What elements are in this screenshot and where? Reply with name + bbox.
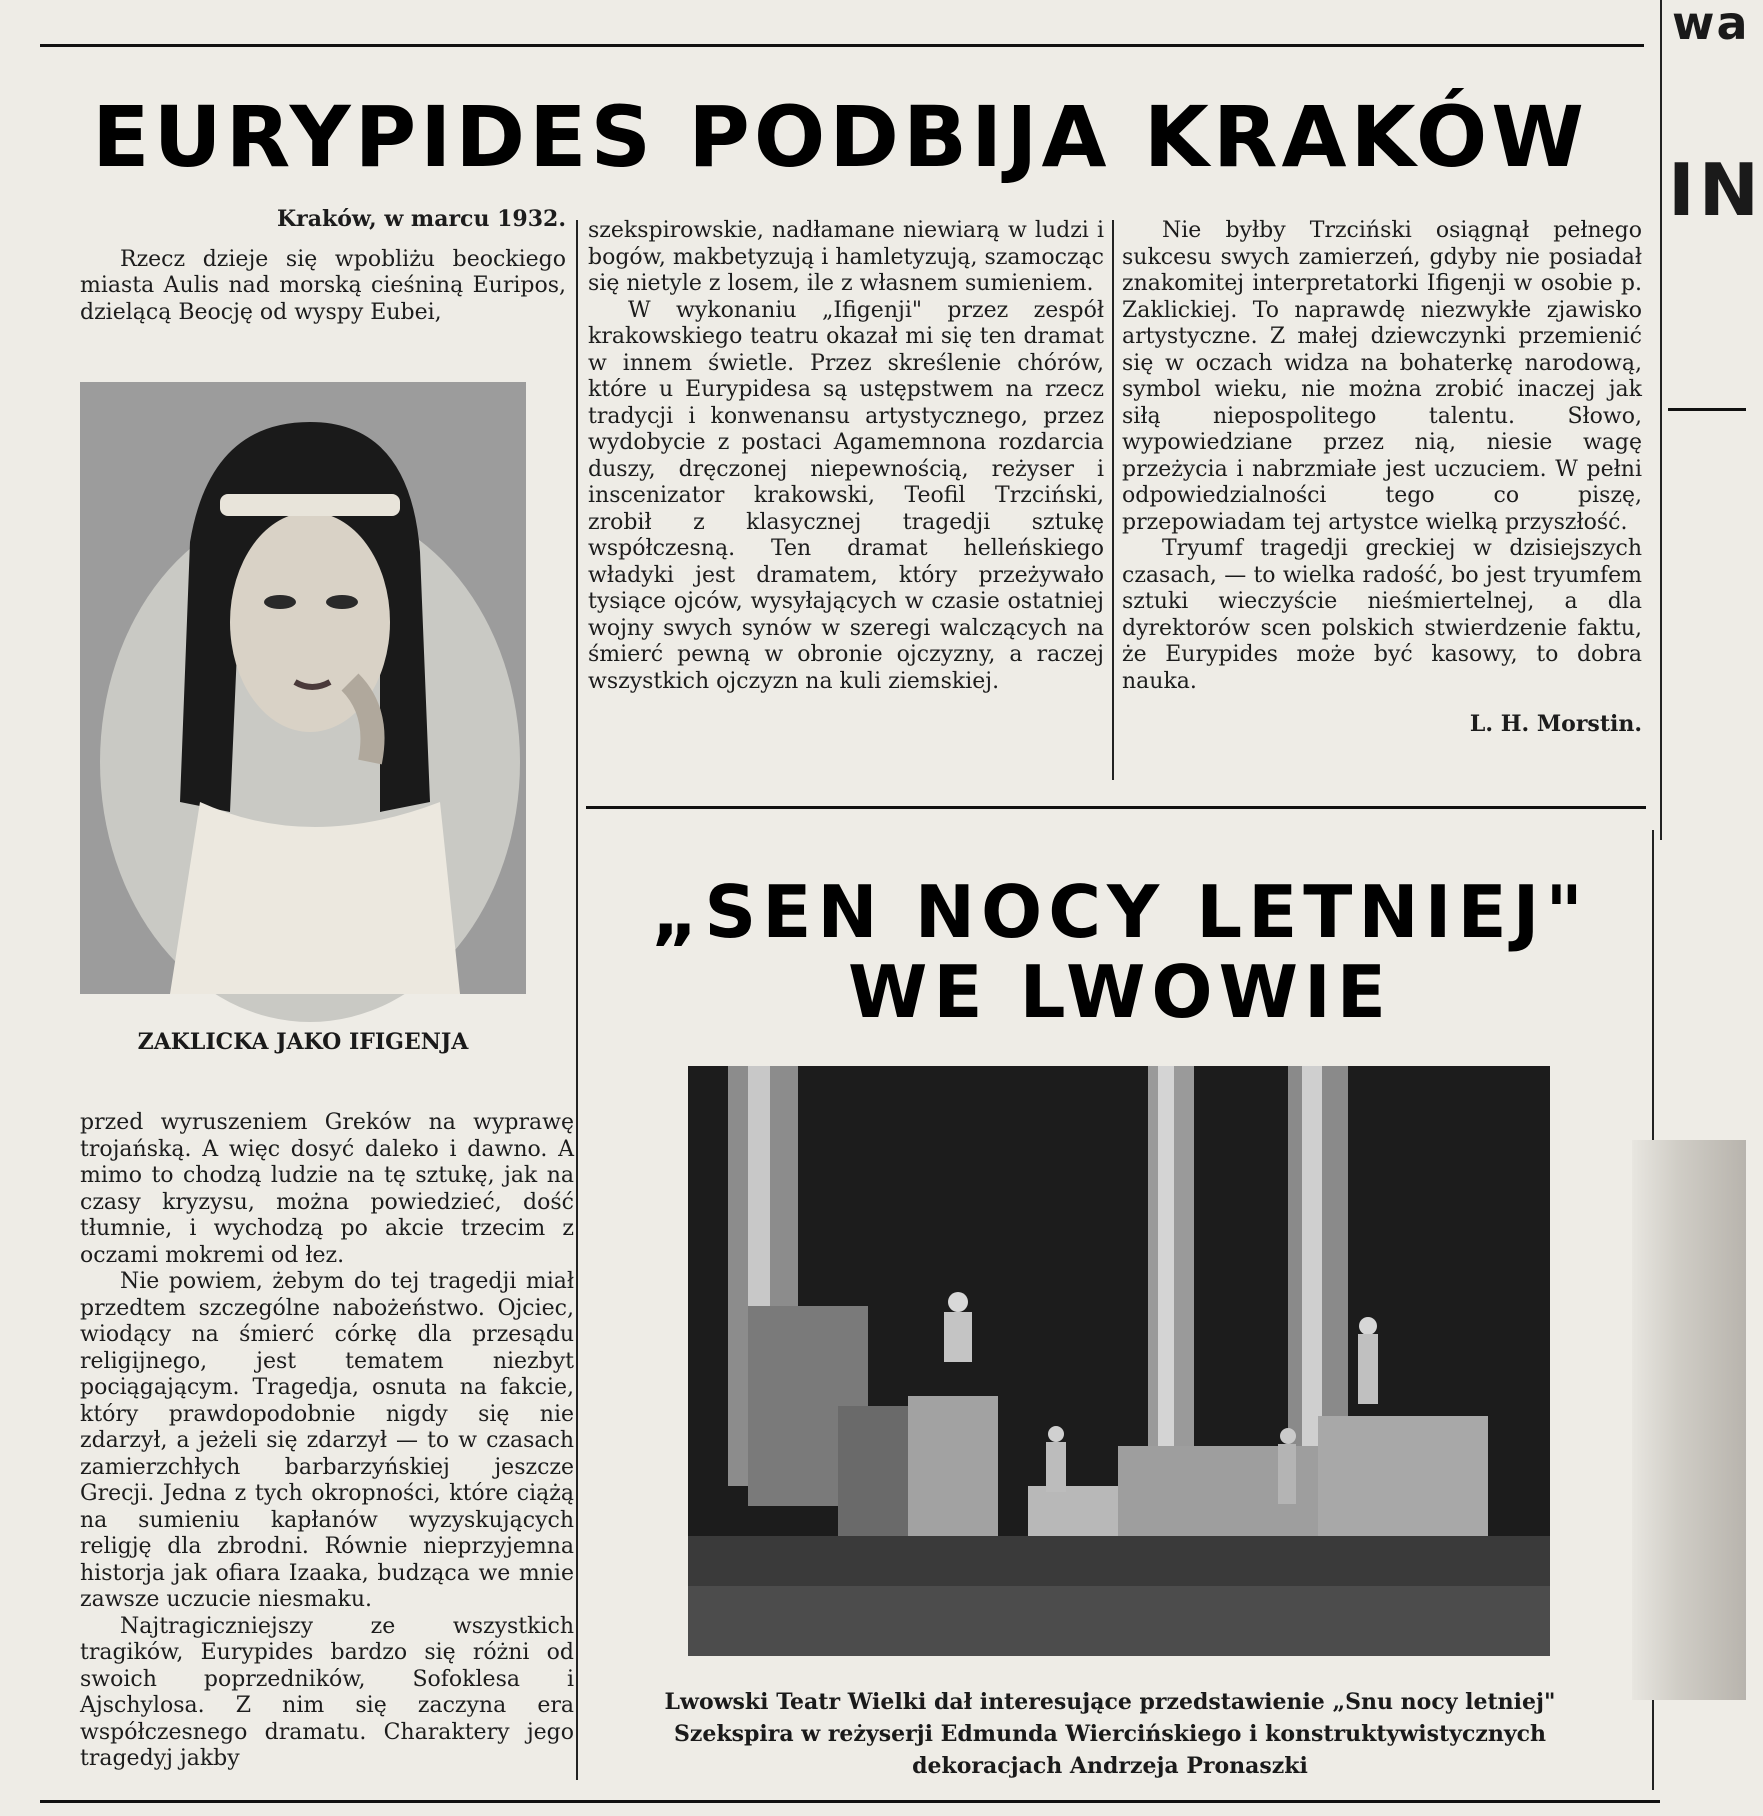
right-column-divider [1660, 0, 1662, 840]
article-separator-rule [586, 806, 1646, 809]
top-rule [40, 44, 1644, 47]
article2-headline-line1: „SEN NOCY LETNIEJ" [651, 870, 1589, 954]
ifigenja-photo [80, 382, 526, 994]
col3-paragraph-2: Tryumf tragedji greckiej w dzisiejszych czasach, — to wielka radość, bo jest tryumfem sztuki wieczyście nieśmiertelnej, a dla dyrektorów scen polskich stwierdzenie faktu, że Eurypides może być kasowy, to dobra nauka. [1122, 536, 1642, 694]
col1-paragraph-2: Nie powiem, żebym do tej tragedji miał przedtem szczególne nabożeństwo. Ojciec, wiodący na śmierć córkę dla przesądu religijnego, jest tematem niezbyt pociągającym. Tragedja, osnuta na fakcie, który prawdopodobnie nigdy się nie zdarzył, a jeżeli się zdarzył — to w czasach zamierzchłych barbarzyńskiej jeszcze Grecji. Jedna z tych okropności, które ciążą na sumieniu kapłanów wyzyskujących religję dla zbrodni. Równie nieprzyjemna historja jak ofiara Izaaka, budząca we mnie zawsze uczucie niesmaku. [80, 1269, 574, 1612]
stage-photo-caption: Lwowski Teatr Wielki dał interesujące przedstawienie „Snu nocy letniej" Szekspira w reżyserji Edmunda Wiercińskiego i konstruktywistycznych dekoracjach Andrzeja Pronaszki [664, 1689, 1556, 1779]
col2-paragraph-1: szekspirowskie, nadłamane niewiarą w ludzi i bogów, makbetyzują i hamletyzują, szamocząc się nietyle z losem, ile z własnem sumieniem. [588, 218, 1104, 296]
photo-caption: ZAKLICKA JAKO IFIGENJA [137, 1029, 469, 1055]
neighbour-rule [1668, 408, 1746, 411]
author-signature: L. H. Morstin. [1469, 711, 1642, 737]
col1-paragraph-1: przed wyruszeniem Greków na wyprawę trojańską. A więc dosyć daleko i dawno. A mimo to chodzą ludzie na tę sztukę, jak na czasy kryzysu, można powiedzieć, dość tłumnie, i wychodzą po akcie trzecim z oczami mokremi od łez. [80, 1110, 574, 1268]
article1-column3 [1122, 218, 1642, 738]
col2-paragraph-2: W wykonaniu „Ifigenji" przez zespół krakowskiego teatru okazał mi się ten dramat w innem świetle. Przez skreślenie chórów, które u Eurypidesa są ustępstwem na rzecz tradycji i konwenansu artystycznego, przez wydobycie z postaci Agamemnona rozdarcia duszy, dręczonej niepewnością, reżyser i inscenizator krakowski, Teofil Trzciński, zrobił z klasycznej tragedji sztukę współczesną. Ten dramat helleńskiego władyki jest dramatem, który przeżywało tysiące ojców, wysyłających w czasie ostatniej wojny swych synów w szeregi walczących na śmierć pewną w obronie ojczyzny, a raczej wszystkich ojczyzn na kuli ziemskiej. [588, 297, 1104, 694]
dateline: Kraków, w marcu 1932. [276, 206, 566, 232]
neighbour-fragment-2: IN [1668, 148, 1763, 232]
stage-illustration [688, 1066, 1550, 1656]
article1-column1-bottom [80, 1110, 574, 1773]
stage-photo [688, 1066, 1550, 1656]
column-divider-2 [1112, 220, 1114, 780]
article1-column1-top [80, 206, 566, 326]
article2-headline-line2: WE LWOWIE [848, 950, 1392, 1034]
portrait-illustration [80, 382, 526, 994]
col3-paragraph-1: Nie byłby Trzciński osiągnął pełnego sukcesu swych zamierzeń, gdyby nie posiadał znakomitej interpretatorki Ifigenji w osobie p. Zaklickiej. To naprawdę niezwykłe zjawisko artystyczne. Z małej dziewczynki przemienić się w oczach widza na bohaterkę narodową, symbol wieku, nie można zrobić inaczej jak siłą niepospolitego talentu. Słowo, wypowiedziane przez nią, niesie wagę przeżycia i nabrzmiałe jest uczuciem. W pełni odpowiedzialności tego co piszę, przepowiadam tej artystce wielką przyszłość. [1122, 218, 1642, 535]
article1-headline: EURYPIDES PODBIJA KRAKÓW [92, 88, 1588, 186]
intro-paragraph: Rzecz dzieje się wpobliżu beockiego miasta Aulis nad morską cieśniną Euripos, dzielącą Beocję od wyspy Eubei, [80, 246, 566, 325]
col1-paragraph-3: Najtragiczniejszy ze wszystkich tragików, Eurypides bardzo się różni od swoich poprzedników, Sofoklesa i Ajschylosa. Z nim się zaczyna era współczesnego dramatu. Charaktery jego tragedyj jakby [80, 1613, 574, 1771]
neighbour-fragment-1: wa [1672, 0, 1750, 50]
column-divider-1 [576, 220, 578, 1780]
neighbour-photo-fragment [1632, 1140, 1746, 1700]
article1-column2 [588, 218, 1104, 695]
bottom-rule [40, 1800, 1660, 1803]
